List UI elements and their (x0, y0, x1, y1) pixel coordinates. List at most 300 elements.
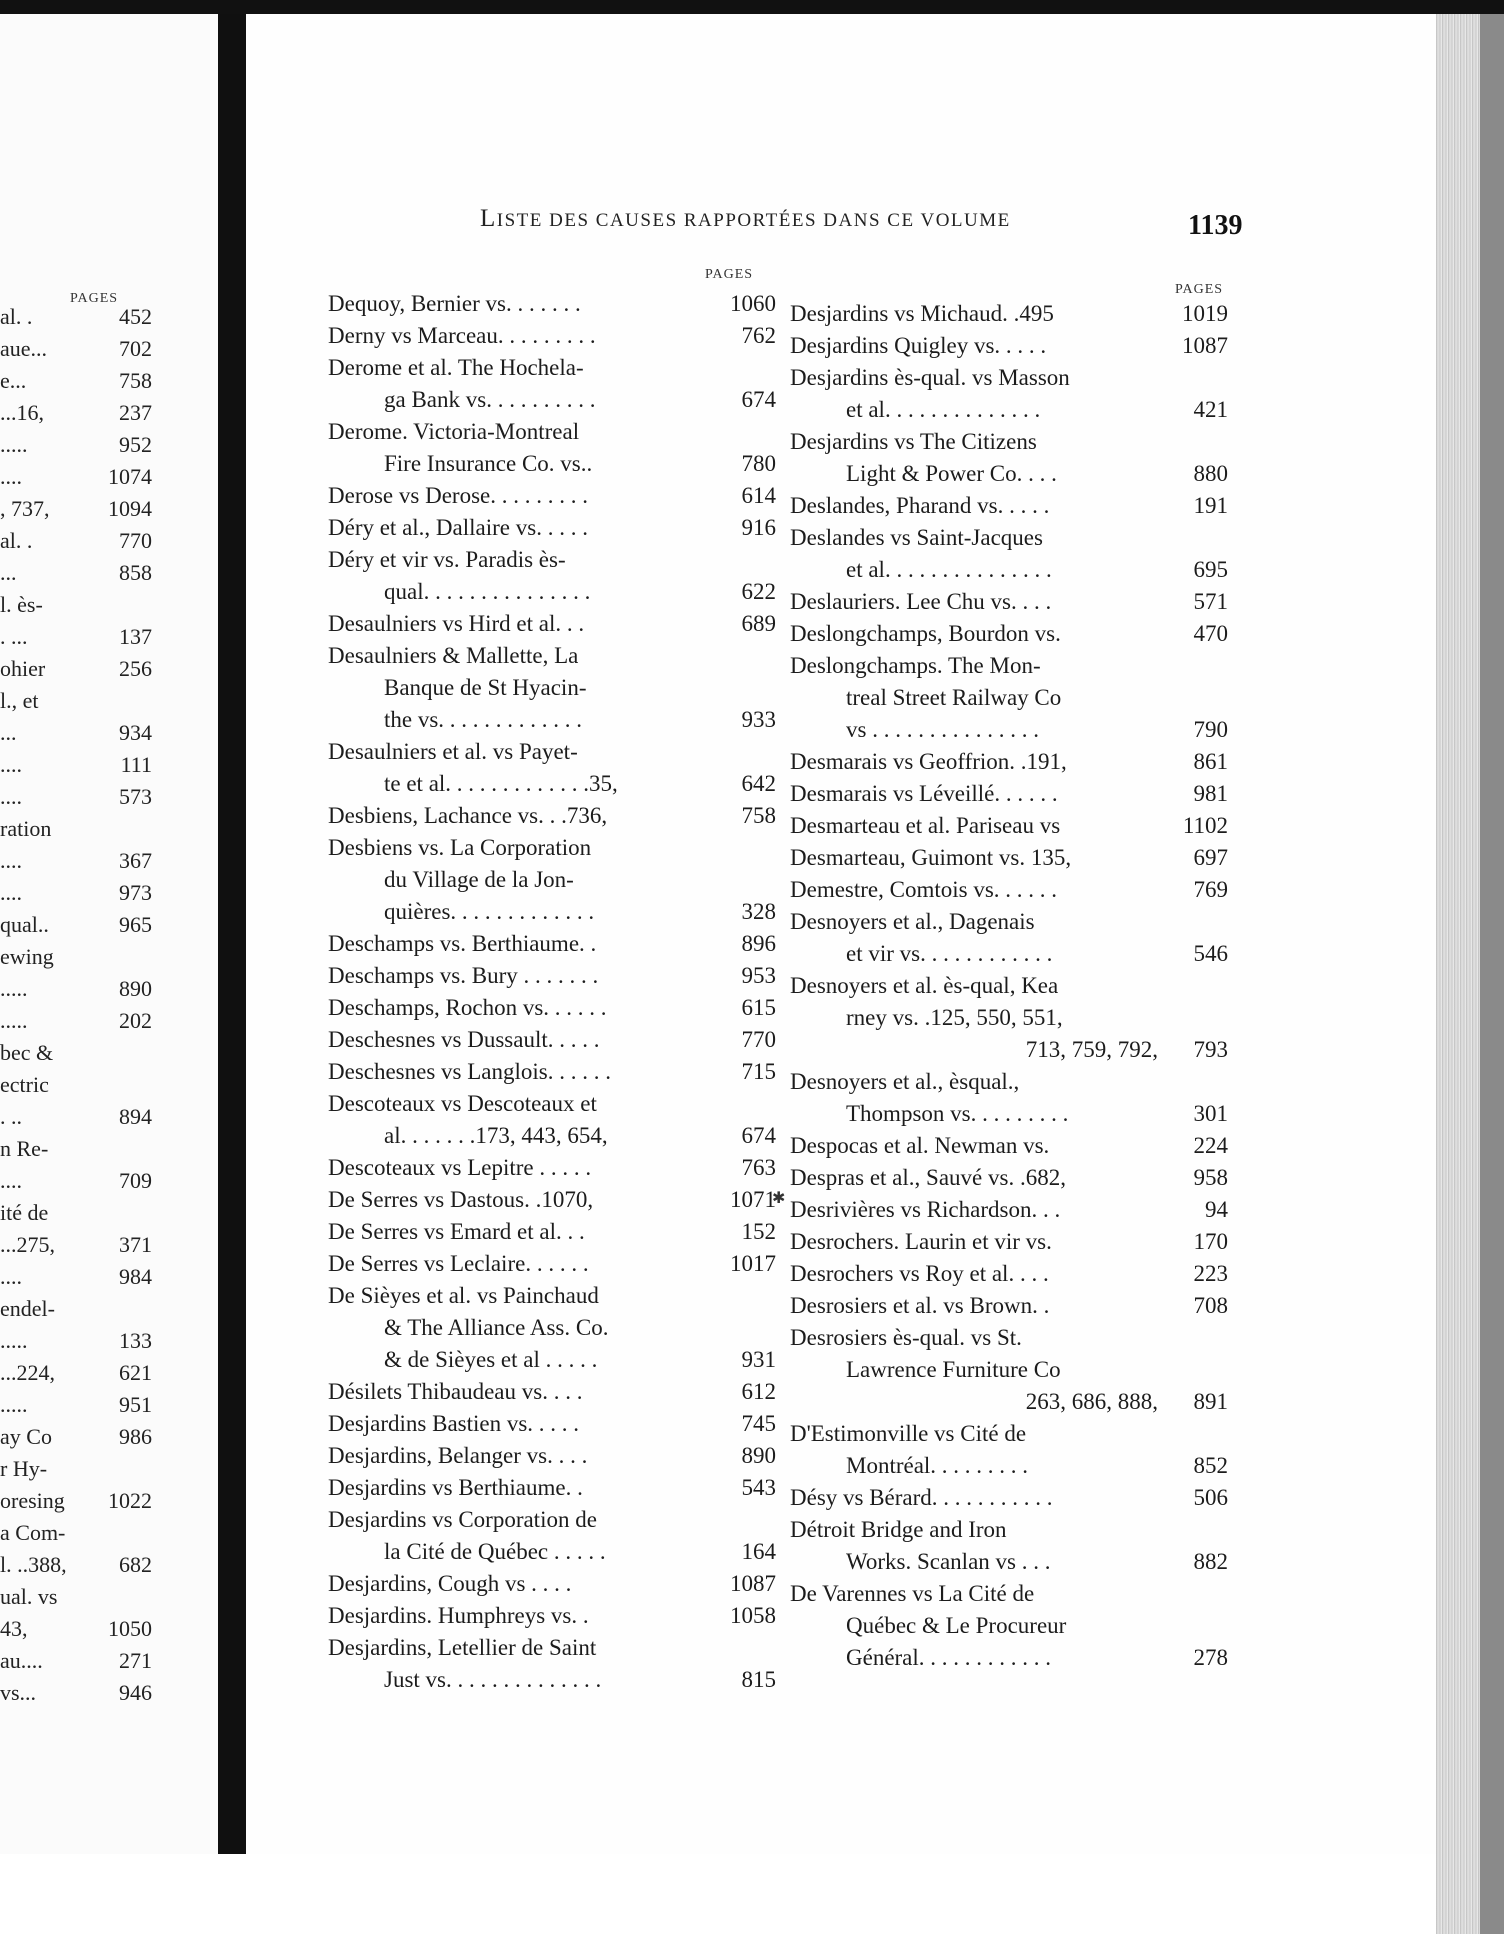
entry-page-number: 615 (741, 995, 776, 1020)
entry-line (790, 1610, 1228, 1642)
left-line-text: .... (0, 464, 22, 489)
entry-line (790, 1546, 1228, 1578)
left-line-text: l. ès- (0, 592, 43, 617)
index-column-2 (790, 298, 1228, 1674)
entry-page-number: 689 (741, 611, 776, 636)
index-entry (790, 1194, 1228, 1226)
left-line-text: ..... (0, 1392, 28, 1417)
entry-text: et al. . . . . . . . . . . . . . . (846, 557, 1052, 582)
entry-page-number: 571 (1193, 589, 1228, 614)
left-line-text: a Com- (0, 1520, 66, 1545)
entry-page-number: 896 (741, 931, 776, 956)
entry-line (790, 1258, 1228, 1290)
left-line-page: 271 (119, 1648, 152, 1673)
entry-page-number: 170 (1193, 1229, 1228, 1254)
left-line-page: 202 (119, 1008, 152, 1033)
entry-page-number: 614 (741, 483, 776, 508)
entry-line (328, 448, 776, 480)
entry-text: Desjardins Quigley vs. . . . . (790, 333, 1047, 358)
entry-line (328, 1184, 776, 1216)
index-entry (790, 810, 1228, 842)
left-line-page: 573 (119, 784, 152, 809)
entry-text: Desaulniers vs Hird et al. . . (328, 611, 585, 636)
left-line-text: ectric (0, 1072, 49, 1097)
left-line-text: ewing (0, 944, 54, 969)
entry-page-number: 1087 (1182, 333, 1228, 358)
left-pages-header: PAGES (70, 291, 119, 306)
entry-page-number: 1060 (730, 291, 776, 316)
entry-line (328, 576, 776, 608)
index-entry (328, 1504, 776, 1568)
index-entry (790, 1418, 1228, 1482)
entry-page-number: 301 (1193, 1101, 1228, 1126)
left-line-page: 986 (119, 1424, 152, 1449)
entry-text: et al. . . . . . . . . . . . . . (846, 397, 1041, 422)
entry-line (790, 714, 1228, 746)
entry-line (328, 1088, 776, 1120)
entry-page-number: 891 (1193, 1389, 1228, 1414)
left-line-text: ité de (0, 1200, 49, 1225)
index-entry (328, 1024, 776, 1056)
entry-line (790, 586, 1228, 618)
entry-page-number: 506 (1193, 1485, 1228, 1510)
left-line-page: 682 (119, 1552, 152, 1577)
entry-line (790, 778, 1228, 810)
entry-text: Desrochers vs Roy et al. . . . (790, 1261, 1049, 1286)
entry-text: Desjardins. Humphreys vs. . (328, 1603, 589, 1628)
left-line-text: ...224, (0, 1360, 55, 1385)
entry-line (328, 1408, 776, 1440)
entry-page-number: 958 (1193, 1165, 1228, 1190)
entry-text: Desrochers. Laurin et vir vs. (790, 1229, 1052, 1254)
entry-line (790, 906, 1228, 938)
index-entry (328, 416, 776, 480)
left-line-page: 367 (119, 848, 152, 873)
entry-line (328, 896, 776, 928)
entry-text: Desmarteau et al. Pariseau vs (790, 813, 1061, 838)
index-entry (328, 1280, 776, 1376)
entry-line (328, 1248, 776, 1280)
index-entry (328, 1216, 776, 1248)
left-line-page: 621 (119, 1360, 152, 1385)
entry-line (790, 362, 1228, 394)
entry-text: Montréal. . . . . . . . . (846, 1453, 1029, 1478)
entry-line (790, 1450, 1228, 1482)
entry-page-number: 815 (741, 1667, 776, 1692)
left-line-page: 1022 (108, 1488, 152, 1513)
entry-page-number: 715 (741, 1059, 776, 1084)
entry-line (790, 1386, 1228, 1418)
index-entry (328, 1568, 776, 1600)
entry-page-number: 708 (1193, 1293, 1228, 1318)
entry-line (790, 330, 1228, 362)
entry-line (328, 736, 776, 768)
index-entry (328, 1152, 776, 1184)
index-entry (790, 650, 1228, 746)
entry-text: De Varennes vs La Cité de (790, 1581, 1035, 1606)
entry-text: Desbiens, Lachance vs. . .736, (328, 803, 608, 828)
entry-page-number: 152 (741, 1219, 776, 1244)
entry-text: Dequoy, Bernier vs. . . . . . . (328, 291, 581, 316)
entry-page-number: 861 (1193, 749, 1228, 774)
index-entry (790, 362, 1228, 426)
left-line-text: .... (0, 1264, 22, 1289)
left-line-page: 1094 (108, 496, 152, 521)
entry-text: Despocas et al. Newman vs. (790, 1133, 1050, 1158)
left-line-text: .... (0, 1168, 22, 1193)
index-entry (328, 1440, 776, 1472)
index-entry (790, 618, 1228, 650)
entry-text: Désy vs Bérard. . . . . . . . . . . (790, 1485, 1053, 1510)
entry-line (328, 352, 776, 384)
entry-text: Derome. Victoria-Montreal (328, 419, 580, 444)
index-entry (790, 1066, 1228, 1130)
left-line-page: 133 (119, 1328, 152, 1353)
index-column-1 (328, 288, 776, 1696)
left-line-text: .... (0, 880, 22, 905)
entry-text: Derome et al. The Hochela- (328, 355, 584, 380)
entry-text: Desrosiers et al. vs Brown. . (790, 1293, 1050, 1318)
index-entry (328, 1408, 776, 1440)
left-line-page: 858 (119, 560, 152, 585)
entry-text: Deschamps, Rochon vs. . . . . . (328, 995, 607, 1020)
entry-page-number: 1087 (730, 1571, 776, 1596)
entry-line (790, 1194, 1228, 1226)
cover-edge (1480, 14, 1504, 1934)
index-entry (790, 1258, 1228, 1290)
index-entry (328, 320, 776, 352)
entry-text: Desaulniers & Mallette, La (328, 643, 579, 668)
entry-page-number: 164 (741, 1539, 776, 1564)
index-entry (790, 1482, 1228, 1514)
left-line-text: ..... (0, 976, 28, 1001)
entry-line (328, 480, 776, 512)
entry-page-number: 880 (1193, 461, 1228, 486)
entry-line (328, 544, 776, 576)
entry-text: Deslongchamps. The Mon- (790, 653, 1041, 678)
entry-line (790, 1066, 1228, 1098)
index-entry (790, 1290, 1228, 1322)
entry-page-number: 770 (741, 1027, 776, 1052)
entry-line (790, 1418, 1228, 1450)
index-entry (790, 746, 1228, 778)
entry-line (328, 1056, 776, 1088)
entry-text: De Serres vs Dastous. .1070, (328, 1187, 594, 1212)
left-line-text: al. . (0, 528, 33, 553)
left-line-page: 452 (119, 304, 152, 329)
index-entry (790, 426, 1228, 490)
entry-text: De Serres vs Leclaire. . . . . . (328, 1251, 589, 1276)
entry-line (790, 938, 1228, 970)
left-line-text: oresing (0, 1488, 65, 1513)
entry-line (328, 1152, 776, 1184)
index-entry (790, 970, 1228, 1066)
index-entry (790, 1130, 1228, 1162)
left-page (0, 14, 218, 1854)
entry-line (328, 608, 776, 640)
entry-text: vs . . . . . . . . . . . . . . . (846, 717, 1039, 742)
entry-page-number: 543 (741, 1475, 776, 1500)
entry-text: Québec & Le Procureur (846, 1613, 1067, 1638)
left-line-text: endel- (0, 1296, 55, 1321)
entry-text: treal Street Railway Co (846, 685, 1062, 710)
entry-text: Déry et vir vs. Paradis ès- (328, 547, 566, 572)
entry-text: Desjardins, Letellier de Saint (328, 1635, 597, 1660)
entry-text: Desjardins ès-qual. vs Masson (790, 365, 1070, 390)
entry-page-number: 882 (1193, 1549, 1228, 1574)
entry-page-number: 612 (741, 1379, 776, 1404)
entry-page-number: 622 (741, 579, 776, 604)
entry-page-number: 191 (1193, 493, 1228, 518)
entry-line (790, 490, 1228, 522)
index-entry (790, 842, 1228, 874)
index-entry (328, 1632, 776, 1696)
entry-page-number: 852 (1193, 1453, 1228, 1478)
entry-line (790, 554, 1228, 586)
left-line-page: 709 (119, 1168, 152, 1193)
entry-line (328, 320, 776, 352)
entry-line (790, 1098, 1228, 1130)
left-line-text: qual.. (0, 912, 49, 937)
entry-line (328, 1312, 776, 1344)
entry-line (790, 1130, 1228, 1162)
entry-line (328, 704, 776, 736)
left-line-text: 43, (0, 1616, 28, 1641)
entry-line (328, 512, 776, 544)
index-entry (790, 874, 1228, 906)
left-line-page: 758 (119, 368, 152, 393)
entry-line (328, 1120, 776, 1152)
entry-line (328, 960, 776, 992)
entry-text: Derose vs Derose. . . . . . . . . (328, 483, 588, 508)
entry-page-number: 793 (1193, 1037, 1228, 1062)
entry-text: Works. Scanlan vs . . . (846, 1549, 1051, 1574)
left-line-page: 984 (119, 1264, 152, 1289)
asterisk-mark: ✱ (772, 1190, 786, 1207)
entry-page-number: 758 (741, 803, 776, 828)
left-line-text: al. . (0, 304, 33, 329)
entry-text: qual. . . . . . . . . . . . . . . (384, 579, 591, 604)
left-line-text: n Re- (0, 1136, 49, 1161)
left-line-text: .... (0, 752, 22, 777)
entry-line (790, 842, 1228, 874)
index-entry (328, 512, 776, 544)
index-entry (328, 800, 776, 832)
left-line-text: ual. vs (0, 1584, 58, 1609)
index-entry (328, 480, 776, 512)
entry-page-number: 697 (1193, 845, 1228, 870)
left-line-page: 256 (119, 656, 152, 681)
entry-line (790, 522, 1228, 554)
entry-line (328, 1472, 776, 1504)
index-entry (328, 1376, 776, 1408)
book-spine (218, 14, 246, 1854)
entry-line (328, 640, 776, 672)
entry-line (790, 874, 1228, 906)
left-line-page: 702 (119, 336, 152, 361)
left-line-text: ... (0, 560, 17, 585)
index-entry (790, 586, 1228, 618)
entry-text: Desaulniers et al. vs Payet- (328, 739, 578, 764)
entry-text: Desjardins vs Michaud. .495 (790, 301, 1054, 326)
entry-line (328, 416, 776, 448)
entry-line (328, 1632, 776, 1664)
entry-page-number: 546 (1193, 941, 1228, 966)
left-line-text: ration (0, 816, 52, 841)
entry-page-number: 421 (1193, 397, 1228, 422)
left-line-text: . .. (0, 1104, 22, 1129)
entry-line (790, 458, 1228, 490)
entry-line (790, 682, 1228, 714)
entry-page-number: 790 (1193, 717, 1228, 742)
left-line-text: l. ..388, (0, 1552, 67, 1577)
entry-page-number: 762 (741, 323, 776, 348)
entry-text: Banque de St Hyacin- (384, 675, 587, 700)
index-entry (328, 608, 776, 640)
entry-page-number: 470 (1193, 621, 1228, 646)
entry-line (790, 970, 1228, 1002)
entry-line (790, 394, 1228, 426)
entry-line (328, 672, 776, 704)
index-entry (328, 960, 776, 992)
entry-text: the vs. . . . . . . . . . . . . (384, 707, 583, 732)
entry-page-number: 769 (1193, 877, 1228, 902)
entry-text: De Serres vs Emard et al. . . (328, 1219, 585, 1244)
entry-line (790, 426, 1228, 458)
entry-text: Désilets Thibaudeau vs. . . . (328, 1379, 583, 1404)
index-entry (790, 906, 1228, 970)
index-entry (328, 288, 776, 320)
pages-header-col2: PAGES (1175, 282, 1224, 297)
entry-text: Demestre, Comtois vs. . . . . . (790, 877, 1058, 902)
left-line-page: 1074 (108, 464, 152, 489)
entry-line (328, 288, 776, 320)
entry-text: Desbiens vs. La Corporation (328, 835, 592, 860)
index-entry (790, 490, 1228, 522)
left-line-page: 952 (119, 432, 152, 457)
left-line-page: 371 (119, 1232, 152, 1257)
entry-page-number: 916 (741, 515, 776, 540)
index-entry (790, 522, 1228, 586)
entry-text: Desmarais vs Geoffrion. .191, (790, 749, 1067, 774)
entry-text: Desnoyers et al. ès-qual, Kea (790, 973, 1059, 998)
entry-line (328, 1536, 776, 1568)
entry-line (328, 928, 776, 960)
left-line-page: 111 (120, 752, 152, 777)
entry-line (790, 1578, 1228, 1610)
entry-line (328, 1376, 776, 1408)
entry-line (328, 1280, 776, 1312)
entry-text: Despras et al., Sauvé vs. .682, (790, 1165, 1066, 1190)
entry-text: Lawrence Furniture Co (846, 1357, 1061, 1382)
entry-line (328, 992, 776, 1024)
entry-text: Détroit Bridge and Iron (790, 1517, 1007, 1542)
entry-page-number: 1102 (1182, 813, 1228, 838)
index-entry (328, 1184, 776, 1216)
entry-text: quières. . . . . . . . . . . . . (384, 899, 595, 924)
entry-line (328, 1664, 776, 1696)
entry-page-number: 674 (741, 1123, 776, 1148)
index-entry (790, 298, 1228, 330)
left-line-text: ... (0, 720, 17, 745)
index-entry (790, 330, 1228, 362)
entry-text: Desrosiers ès-qual. vs St. (790, 1325, 1022, 1350)
entry-text: Light & Power Co. . . . (846, 461, 1057, 486)
entry-line (328, 1024, 776, 1056)
entry-line (790, 1322, 1228, 1354)
entry-page-number: 1071 (730, 1187, 776, 1212)
entry-page-number: 674 (741, 387, 776, 412)
entry-page-number: 890 (741, 1443, 776, 1468)
entry-text: ga Bank vs. . . . . . . . . . (384, 387, 596, 412)
pages-header-col1: PAGES (705, 267, 754, 282)
entry-text: Deslauriers. Lee Chu vs. . . . (790, 589, 1052, 614)
entry-line (790, 1514, 1228, 1546)
left-line-text: vs... (0, 1680, 37, 1705)
entry-line (790, 298, 1228, 330)
left-line-text: bec & (0, 1040, 54, 1065)
entry-text: 263, 686, 888, (1025, 1389, 1158, 1414)
entry-page-number: 1019 (1182, 301, 1228, 326)
index-entry (790, 1322, 1228, 1418)
entry-text: Deslandes, Pharand vs. . . . . (790, 493, 1050, 518)
index-entry (328, 544, 776, 608)
left-line-page: 1050 (108, 1616, 152, 1641)
left-line-text: ..... (0, 432, 28, 457)
entry-text: D'Estimonville vs Cité de (790, 1421, 1027, 1446)
entry-page-number: 278 (1193, 1645, 1228, 1670)
entry-text: Desjardins vs Corporation de (328, 1507, 597, 1532)
left-line-page: 890 (119, 976, 152, 1001)
scan-bottom-margin (0, 1854, 1436, 1952)
left-line-text: .... (0, 784, 22, 809)
entry-text: la Cité de Québec . . . . . (384, 1539, 606, 1564)
entry-line (328, 1440, 776, 1472)
left-line-page: 770 (119, 528, 152, 553)
index-entry (328, 1056, 776, 1088)
entry-text: Général. . . . . . . . . . . . (846, 1645, 1052, 1670)
entry-line (328, 1504, 776, 1536)
entry-page-number: 763 (741, 1155, 776, 1180)
left-line-text: aue... (0, 336, 48, 361)
entry-line (790, 618, 1228, 650)
entry-text: Just vs. . . . . . . . . . . . . . (384, 1667, 602, 1692)
entry-line (790, 1354, 1228, 1386)
entry-page-number: 981 (1193, 781, 1228, 806)
entry-text: Desjardins Bastien vs. . . . . (328, 1411, 580, 1436)
left-line-text: ohier (0, 656, 46, 681)
left-line-text: ..... (0, 1328, 28, 1353)
entry-line (790, 1482, 1228, 1514)
entry-text: Derny vs Marceau. . . . . . . . . (328, 323, 596, 348)
entry-text: rney vs. .125, 550, 551, (846, 1005, 1063, 1030)
entry-page-number: 223 (1193, 1261, 1228, 1286)
entry-text: Déry et al., Dallaire vs. . . . . (328, 515, 588, 540)
index-entry (328, 640, 776, 736)
index-entry (790, 1514, 1228, 1578)
entry-text: Desnoyers et al., Dagenais (790, 909, 1035, 934)
entry-text: et vir vs. . . . . . . . . . . . (846, 941, 1053, 966)
entry-line (328, 1568, 776, 1600)
entry-line (328, 800, 776, 832)
left-line-text: l., et (0, 688, 39, 713)
entry-text: Deschesnes vs Dussault. . . . . (328, 1027, 600, 1052)
entry-page-number: 931 (741, 1347, 776, 1372)
entry-text: Desjardins vs Berthiaume. . (328, 1475, 583, 1500)
entry-line (328, 832, 776, 864)
running-title: LISTE DES CAUSES RAPPORTÉES DANS CE VOLUME (480, 205, 1011, 232)
left-line-page: 237 (119, 400, 152, 425)
